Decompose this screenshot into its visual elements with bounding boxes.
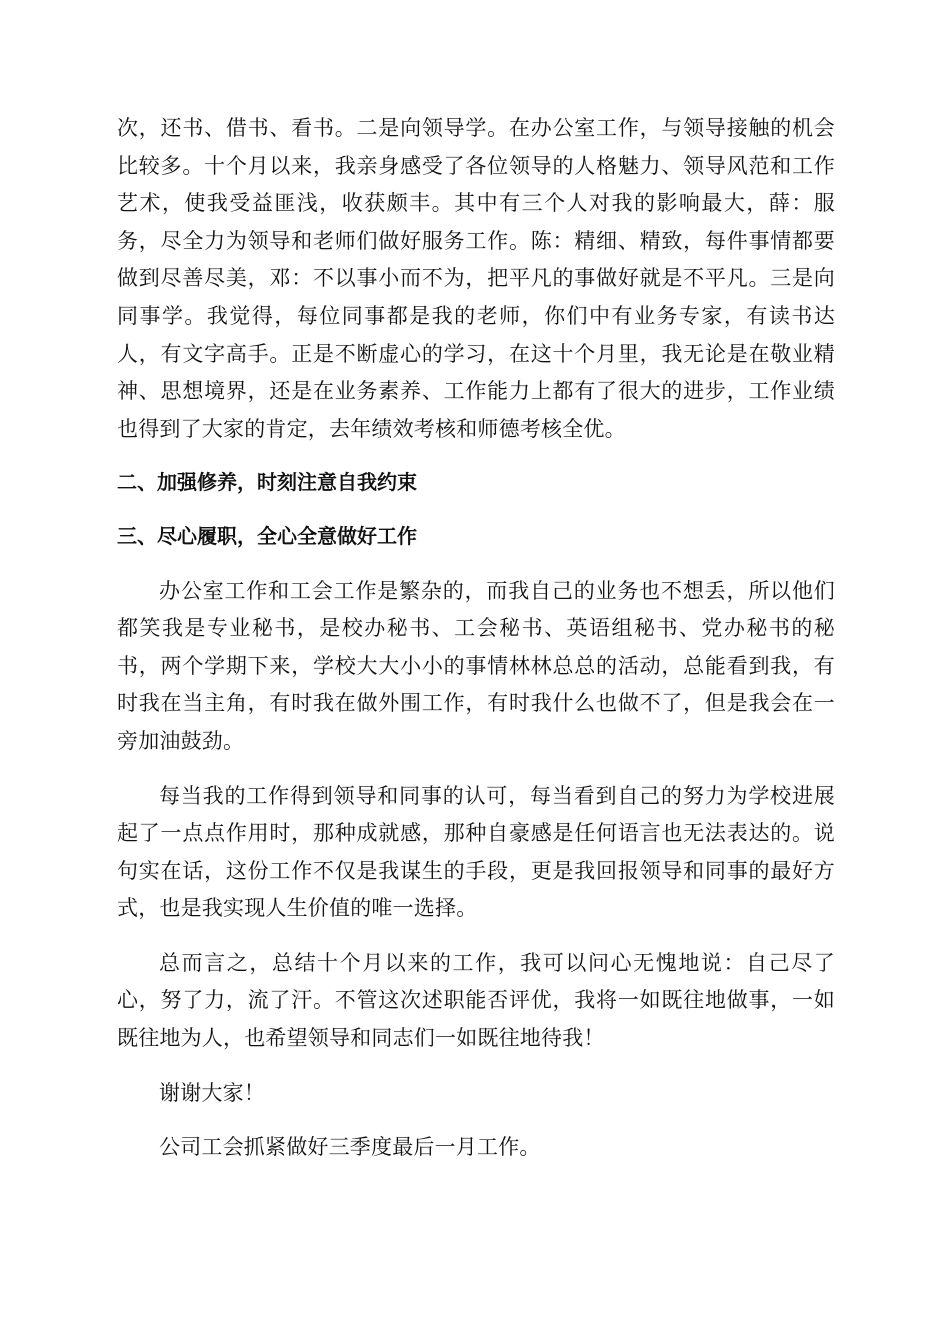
section-heading-3: 三、尽心履职，全心全意做好工作	[117, 523, 417, 548]
document-page	[117, 110, 835, 1167]
body-paragraph-office-work: 办公室工作和工会工作是繁杂的，而我自己的业务也不想丢，所以他们都笑我是专业秘书，是校办秘书、工会秘书、英语组秘书、党办秘书的秘书，两个学期下来，学校大大小小的事情林林总总的活动，总能看到我，有时我在当主角，有时我在做外围工作，有时我什么也做不了，但是我会在一旁加油鼓劲。	[117, 578, 835, 753]
section-heading-2: 二、加强修养，时刻注意自我约束	[117, 470, 417, 495]
body-paragraph-continued: 次，还书、借书、看书。二是向领导学。在办公室工作，与领导接触的机会比较多。十个月以来，我亲身感受了各位领导的人格魅力、领导风范和工作艺术，使我受益匪浅，收获颇丰。其中有三个人对我的影响最大，薛：服务，尽全力为领导和老师们做好服务工作。陈：精细、精致，每件事情都要做到尽善尽美，邓：不以事小而不为，把平凡的事做好就是不平凡。三是向同事学。我觉得，每位同事都是我的老师，你们中有业务专家，有读书达人，有文字高手。正是不断虚心的学习，在这十个月里，我无论是在敬业精神、思想境界，还是在业务素养、工作能力上都有了很大的进步，工作业绩也得到了大家的肯定，去年绩效考核和师德考核全优。	[117, 116, 835, 441]
body-paragraph-conclusion: 总而言之，总结十个月以来的工作，我可以问心无愧地说：自己尽了心，努了力，流了汗。不管这次述职能否评优，我将一如既往地做事，一如既往地为人，也希望领导和同志们一如既往地待我！	[117, 950, 835, 1051]
closing-thanks: 谢谢大家！	[159, 1080, 265, 1105]
trailing-paragraph: 公司工会抓紧做好三季度最后一月工作。	[159, 1135, 541, 1160]
body-paragraph-recognition: 每当我的工作得到领导和同事的认可，每当看到自己的努力为学校进展起了一点点作用时，那种成就感，那种自豪感是任何语言也无法表达的。说句实在话，这份工作不仅是我谋生的手段，更是我回报领导和同事的最好方式，也是我实现人生价值的唯一选择。	[117, 783, 835, 921]
